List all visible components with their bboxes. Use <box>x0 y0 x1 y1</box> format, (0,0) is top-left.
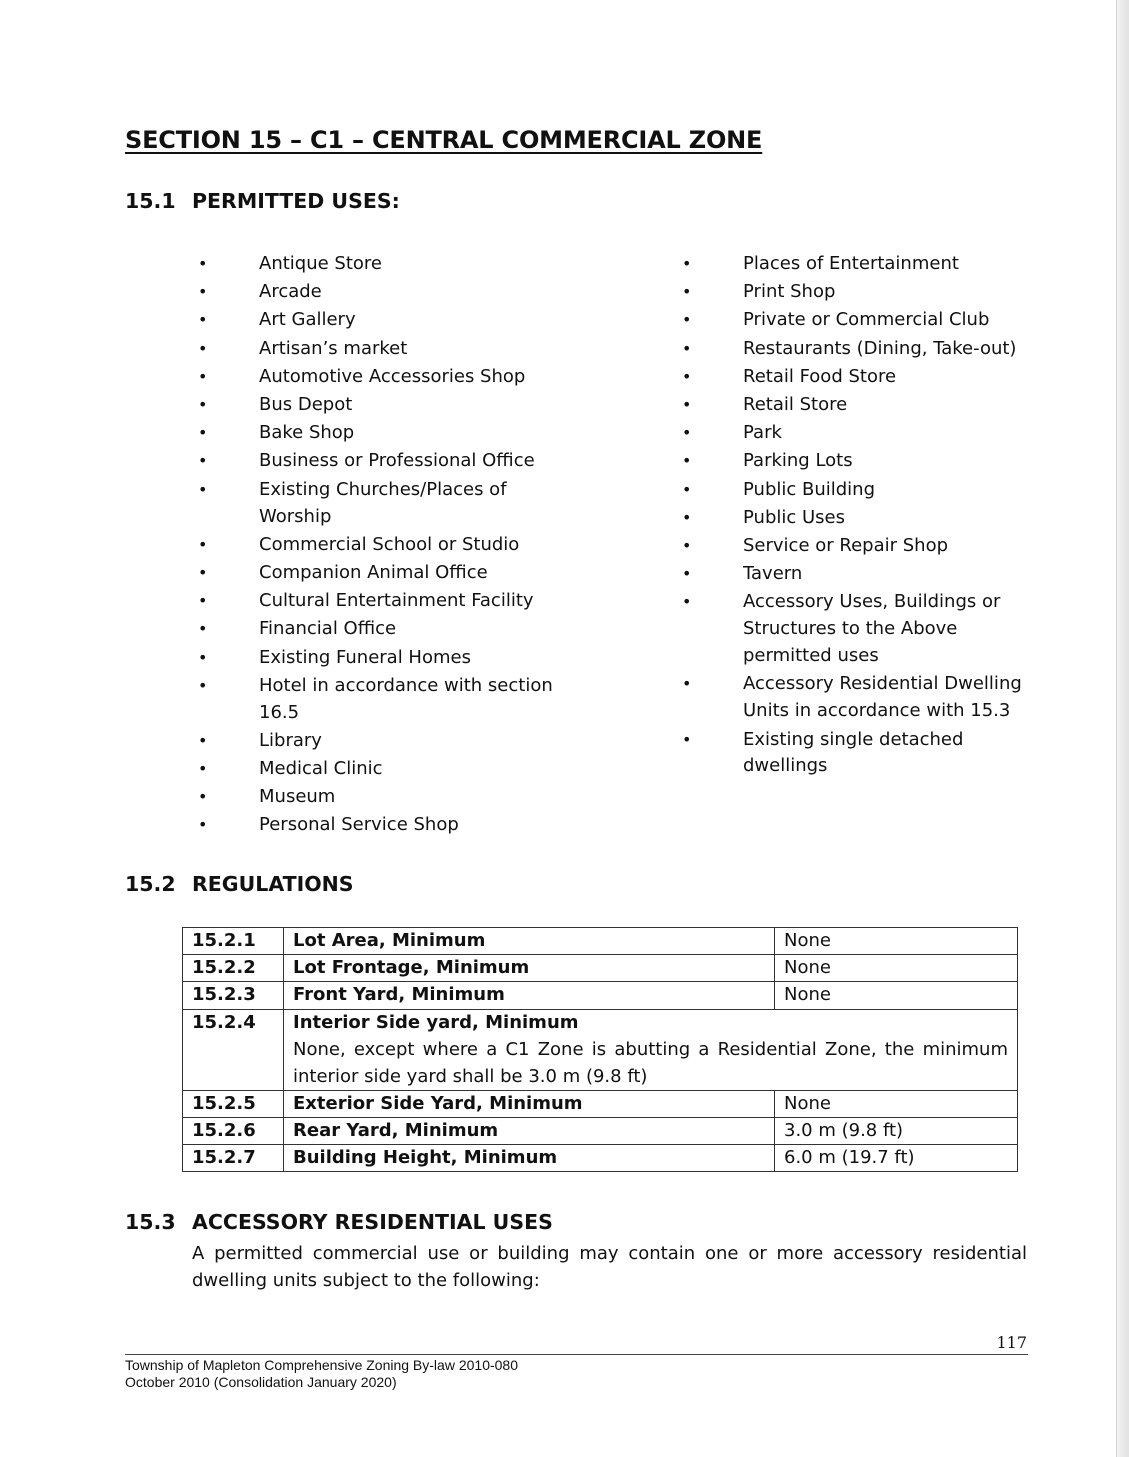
footer-rule <box>125 1354 1028 1355</box>
regulation-value: 3.0 m (9.8 ft) <box>775 1117 1018 1144</box>
footer-line-1: Township of Mapleton Comprehensive Zoning By-law 2010-080 <box>125 1357 518 1373</box>
permitted-use-label: Library <box>259 729 322 751</box>
permitted-use-item <box>198 336 559 363</box>
bullet-icon: • <box>198 591 208 611</box>
permitted-use-label: Artisan’s market <box>259 337 408 359</box>
bullet-icon: • <box>198 562 208 582</box>
table-row <box>183 928 1018 955</box>
permitted-use-item <box>198 477 559 531</box>
bullet-icon: • <box>682 423 692 443</box>
regulation-name: Front Yard, Minimum <box>284 982 775 1009</box>
regulation-name: Lot Area, Minimum <box>284 928 775 955</box>
permitted-use-label: Personal Service Shop <box>259 814 459 836</box>
permitted-use-label: Bake Shop <box>259 422 355 444</box>
permitted-use-item <box>682 392 1033 419</box>
regulation-name: Building Height, Minimum <box>284 1144 775 1171</box>
table-row <box>183 1117 1018 1144</box>
permitted-use-label: Existing Funeral Homes <box>259 646 471 668</box>
permitted-use-item <box>198 251 559 278</box>
bullet-icon: • <box>682 564 692 584</box>
bullet-icon: • <box>682 451 692 471</box>
permitted-use-label: Retail Food Store <box>743 365 897 387</box>
regulation-description: None, except where a C1 Zone is abutting a Residential Zone, the minimum interior side yard shall be 3.0 m (9.8 ft) <box>293 1038 1008 1087</box>
regulation-value: None <box>775 982 1018 1009</box>
table-row <box>183 955 1018 982</box>
bullet-icon: • <box>682 310 692 330</box>
permitted-use-label: Parking Lots <box>743 450 853 472</box>
bullet-icon: • <box>682 338 692 358</box>
permitted-use-item <box>198 532 559 559</box>
bullet-icon: • <box>198 423 208 443</box>
permitted-use-label: Hotel in accordance with section 16.5 <box>259 674 553 723</box>
heading-number: 15.1 <box>125 189 176 213</box>
permitted-use-item <box>682 671 1033 725</box>
permitted-use-item <box>682 279 1033 306</box>
permitted-use-item <box>198 673 559 727</box>
permitted-uses-left-list <box>198 251 559 841</box>
regulation-code: 15.2.4 <box>183 1009 284 1090</box>
heading-number: 15.2 <box>125 872 176 896</box>
regulation-code: 15.2.3 <box>183 982 284 1009</box>
bullet-icon: • <box>198 479 208 499</box>
bullet-icon: • <box>198 619 208 639</box>
bullet-icon: • <box>198 534 208 554</box>
bullet-icon: • <box>198 366 208 386</box>
table-row <box>183 1090 1018 1117</box>
permitted-use-label: Tavern <box>743 563 803 585</box>
section-title: SECTION 15 – C1 – CENTRAL COMMERCIAL ZONE <box>125 126 763 154</box>
table-row <box>183 982 1018 1009</box>
bullet-icon: • <box>682 674 692 694</box>
permitted-use-label: Existing single detached dwellings <box>743 728 964 777</box>
permitted-use-item <box>198 728 559 755</box>
permitted-use-item <box>198 420 559 447</box>
bullet-icon: • <box>198 395 208 415</box>
regulation-name: Rear Yard, Minimum <box>284 1117 775 1144</box>
regulation-value: 6.0 m (19.7 ft) <box>775 1144 1018 1171</box>
regulation-code: 15.2.6 <box>183 1117 284 1144</box>
permitted-use-label: Antique Store <box>259 253 382 274</box>
permitted-use-label: Business or Professional Office <box>259 450 535 472</box>
permitted-use-label: Print Shop <box>743 281 836 303</box>
heading-text: REGULATIONS <box>192 872 354 896</box>
permitted-use-item <box>198 448 559 475</box>
permitted-use-label: Bus Depot <box>259 394 353 416</box>
permitted-use-item <box>198 784 559 811</box>
permitted-use-label: Art Gallery <box>259 309 356 331</box>
regulation-code: 15.2.1 <box>183 928 284 955</box>
regulation-value: None <box>775 1090 1018 1117</box>
page-number: 117 <box>996 1333 1027 1352</box>
permitted-use-item <box>682 251 1033 278</box>
permitted-use-item <box>682 727 1033 781</box>
regulation-code: 15.2.2 <box>183 955 284 982</box>
heading-permitted-uses <box>125 189 725 217</box>
permitted-use-item <box>682 589 1033 670</box>
heading-accessory-residential-uses <box>125 1210 825 1238</box>
bullet-icon: • <box>198 787 208 807</box>
bullet-icon: • <box>682 729 692 749</box>
regulation-code: 15.2.5 <box>183 1090 284 1117</box>
permitted-use-label: Accessory Uses, Buildings or Structures to the Above permitted uses <box>743 591 1001 667</box>
bullet-icon: • <box>682 479 692 499</box>
bullet-icon: • <box>198 647 208 667</box>
permitted-use-label: Accessory Residential Dwelling Units in accordance with 15.3 <box>743 673 1022 722</box>
permitted-use-item <box>682 336 1033 363</box>
regulation-name: Lot Frontage, Minimum <box>284 955 775 982</box>
permitted-use-label: Museum <box>259 786 336 808</box>
permitted-use-label: Existing Churches/Places of Worship <box>259 478 507 527</box>
heading-number: 15.3 <box>125 1210 176 1234</box>
heading-regulations <box>125 872 725 900</box>
permitted-use-label: Places of Entertainment <box>743 253 959 274</box>
bullet-icon: • <box>198 254 208 273</box>
permitted-use-label: Cultural Entertainment Facility <box>259 590 534 612</box>
bullet-icon: • <box>682 282 692 302</box>
permitted-use-label: Arcade <box>259 281 322 303</box>
bullet-icon: • <box>198 759 208 779</box>
permitted-use-label: Financial Office <box>259 618 397 640</box>
table-row <box>183 1144 1018 1171</box>
accessory-residential-paragraph: A permitted commercial use or building may contain one or more accessory residential dwelling units subject to the following: <box>192 1243 1027 1291</box>
bullet-icon: • <box>682 395 692 415</box>
permitted-use-item <box>198 279 559 306</box>
permitted-use-item <box>682 364 1033 391</box>
permitted-use-item <box>682 477 1033 504</box>
permitted-use-item <box>198 616 559 643</box>
heading-text: PERMITTED USES: <box>192 189 400 213</box>
permitted-use-label: Commercial School or Studio <box>259 533 520 555</box>
permitted-use-item <box>682 561 1033 588</box>
permitted-use-label: Retail Store <box>743 394 848 416</box>
bullet-icon: • <box>682 592 692 612</box>
bullet-icon: • <box>198 815 208 835</box>
permitted-use-item <box>198 307 559 334</box>
bullet-icon: • <box>682 507 692 527</box>
permitted-uses-right-list <box>682 251 1033 782</box>
regulation-detail <box>284 1009 1018 1090</box>
bullet-icon: • <box>198 338 208 358</box>
regulation-name: Interior Side yard, Minimum <box>293 1011 579 1033</box>
permitted-use-item <box>682 533 1033 560</box>
permitted-use-label: Public Uses <box>743 506 845 528</box>
page-edge-shadow <box>1116 0 1129 1457</box>
permitted-use-item <box>198 588 559 615</box>
permitted-use-label: Private or Commercial Club <box>743 309 990 331</box>
regulation-value: None <box>775 955 1018 982</box>
heading-text: ACCESSORY RESIDENTIAL USES <box>192 1210 553 1234</box>
permitted-use-item <box>198 756 559 783</box>
permitted-use-item <box>198 812 559 839</box>
permitted-use-label: Companion Animal Office <box>259 561 488 583</box>
permitted-use-item <box>682 307 1033 334</box>
permitted-use-item <box>682 505 1033 532</box>
permitted-use-item <box>198 560 559 587</box>
bullet-icon: • <box>682 254 692 273</box>
permitted-use-item <box>198 392 559 419</box>
regulations-table <box>182 927 1018 1172</box>
permitted-use-label: Automotive Accessories Shop <box>259 365 526 387</box>
table-row <box>183 1009 1018 1090</box>
bullet-icon: • <box>198 310 208 330</box>
bullet-icon: • <box>682 536 692 556</box>
bullet-icon: • <box>682 366 692 386</box>
bullet-icon: • <box>198 730 208 750</box>
permitted-use-label: Service or Repair Shop <box>743 535 949 557</box>
footer <box>125 1357 518 1390</box>
bullet-icon: • <box>198 675 208 695</box>
permitted-use-label: Restaurants (Dining, Take-out) <box>743 337 1017 359</box>
regulation-value: None <box>775 928 1018 955</box>
permitted-use-label: Public Building <box>743 478 876 500</box>
regulation-name: Exterior Side Yard, Minimum <box>284 1090 775 1117</box>
footer-line-2: October 2010 (Consolidation January 2020) <box>125 1373 397 1390</box>
bullet-icon: • <box>198 451 208 471</box>
permitted-use-item <box>682 448 1033 475</box>
regulation-code: 15.2.7 <box>183 1144 284 1171</box>
permitted-use-item <box>682 420 1033 447</box>
bullet-icon: • <box>198 282 208 302</box>
permitted-use-item <box>198 364 559 391</box>
permitted-use-label: Medical Clinic <box>259 758 383 780</box>
permitted-use-label: Park <box>743 422 782 444</box>
permitted-use-item <box>198 645 559 672</box>
